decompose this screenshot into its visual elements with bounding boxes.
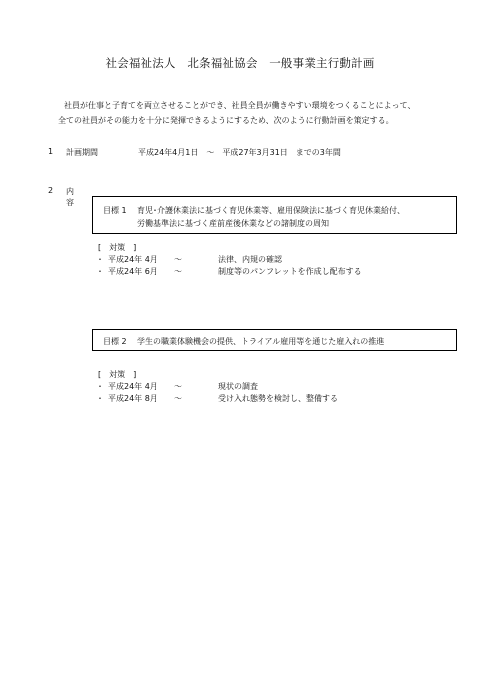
goal-2-line-1: 学生の職業体験機会の提供、トライアル雇用等を通じた雇入れの推進 xyxy=(137,337,385,346)
measure-item xyxy=(0,381,480,393)
measure-tilde: ～ xyxy=(174,267,182,276)
goal-1-line-1: 育児･介護休業法に基づく育児休業等、雇用保険法に基づく育児休業給付、 xyxy=(137,206,405,215)
measure-date: 平成24年 8月 xyxy=(108,394,158,403)
measures-heading: [ 対策 ] xyxy=(98,243,137,252)
measure-action: 受け入れ態勢を検討し、整備する xyxy=(218,394,338,403)
section-label: 内容 xyxy=(66,187,74,207)
intro-paragraph xyxy=(58,98,458,128)
bullet: ・ xyxy=(96,382,104,391)
intro-line-1: 社員が仕事と子育てを両立させることができ、社員全員が働きやすい環境をつくることによって、 xyxy=(64,101,416,110)
section-label: 計画期間 xyxy=(66,148,98,157)
bullet: ・ xyxy=(96,267,104,276)
section-number: 1 xyxy=(48,147,54,156)
measure-item xyxy=(0,266,480,278)
goal-1-box xyxy=(92,196,457,234)
measure-action: 現状の調査 xyxy=(218,382,258,391)
intro-line-2: 全ての社員がその能力を十分に発揮できるようにするため、次のように行動計画を策定する。 xyxy=(58,116,394,125)
bullet: ・ xyxy=(96,255,104,264)
goal-2-box xyxy=(92,329,457,351)
section-number: 2 xyxy=(48,186,54,195)
measure-action: 法律、内規の確認 xyxy=(218,255,282,264)
measure-tilde: ～ xyxy=(174,382,182,391)
goal-1-heading: 目標 1 xyxy=(103,206,127,215)
measure-action: 制度等のパンフレットを作成し配布する xyxy=(218,267,362,276)
plan-period-value: 平成24年4月1日 ～ 平成27年3月31日 までの3年間 xyxy=(138,148,341,157)
measure-date: 平成24年 4月 xyxy=(108,255,158,264)
measure-item xyxy=(0,254,480,266)
bullet: ・ xyxy=(96,394,104,403)
goal-2-heading: 目標 2 xyxy=(103,337,127,346)
measure-item xyxy=(0,393,480,405)
goal-1-line-2: 労働基準法に基づく産前産後休業などの諸制度の周知 xyxy=(137,219,329,228)
measure-tilde: ～ xyxy=(174,394,182,403)
measure-date: 平成24年 4月 xyxy=(108,382,158,391)
measure-tilde: ～ xyxy=(174,255,182,264)
document-title: 社会福祉法人 北条福祉協会 一般事業主行動計画 xyxy=(105,56,375,70)
measures-heading: [ 対策 ] xyxy=(98,370,137,379)
measure-date: 平成24年 6月 xyxy=(108,267,158,276)
